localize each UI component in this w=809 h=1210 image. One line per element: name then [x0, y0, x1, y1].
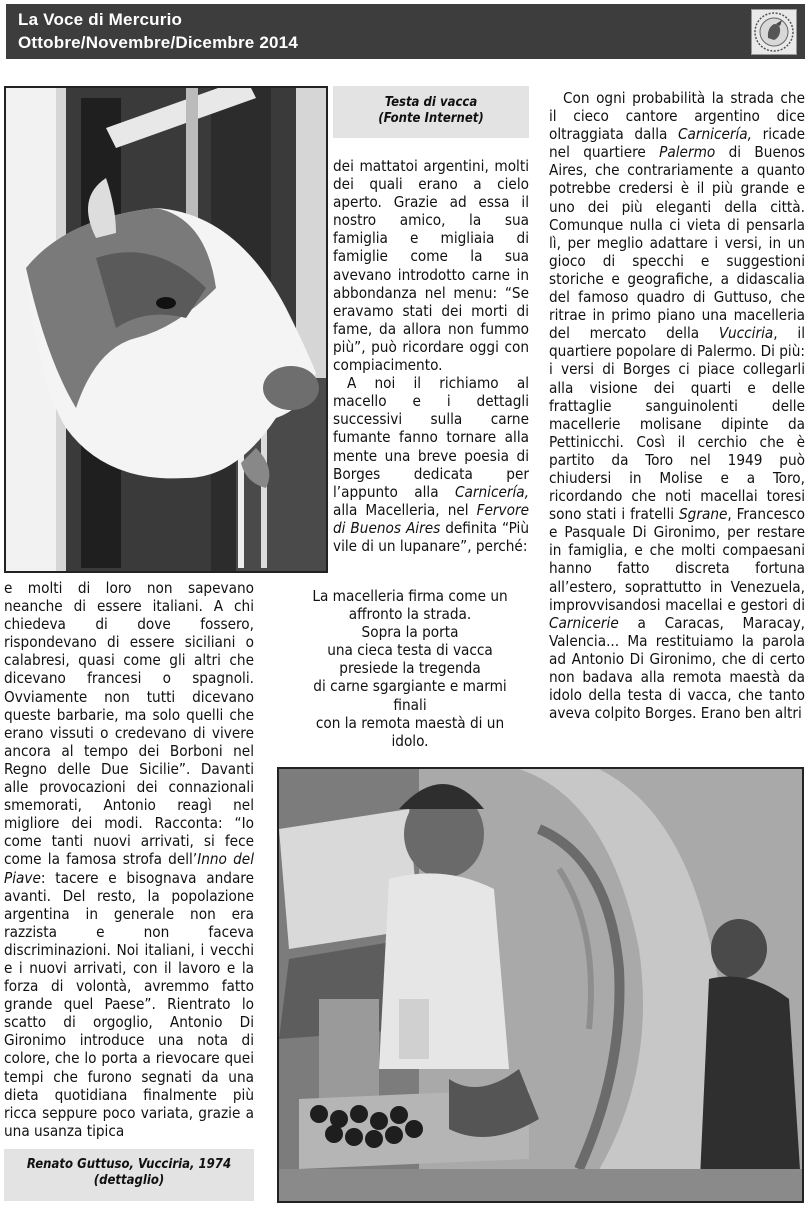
paragraph: dei mattatoi argentini, molti dei quali erano a cielo aperto. Grazie ad essa il nostro amico, la sua famiglia e migliaia di famiglie come la sua avevano introdotto carne in abbondanza nel menu: “Se eravamo stati dei morti di fame, da allora non fummo più”, può ricordare oggi con compiacimento. — [333, 157, 529, 375]
issue-date: Ottobre/Novembre/Dicembre 2014 — [18, 33, 298, 52]
caption-detail: (dettaglio) — [93, 1173, 165, 1188]
column-middle — [333, 157, 529, 555]
caption-title: Renato Guttuso, Vucciria, 1974 — [26, 1157, 232, 1172]
column-right — [549, 89, 805, 722]
page-header — [6, 4, 805, 59]
poem-line: finali — [393, 695, 427, 714]
vucciria-painting — [277, 767, 804, 1203]
caption-title: Testa di vacca — [384, 95, 478, 110]
top-image-caption — [333, 86, 529, 138]
paragraph: e molti di loro non sapevano neanche di essere italiani. A chi chiedeva di dove fossero, rispondevano di essere siciliani o calabresi, quasi come gli altri che dicevano francesi o spagnoli. Ovviamente non tutti dicevano queste barbarie, ma solo quelli che erano vissuti o credevano di vivere ancora al tempo dei Borboni nel Regno delle Due Sicilie”. Davanti alle provocazioni dei connazionali smemorati, Antonio reagì nel migliore dei modi. Racconta: “Io come tanti nuovi arrivati, si fece come la famosa strofa dell’Inno del Piave: tacere e bisognava andare avanti. Del resto, la popolazione argentina in generale non era razzista e non faceva discriminazioni. Noi italiani, i vecchi e i nuovi arrivati, con il lavoro e la forza di volontà, avremmo fatto grande quel Paese”. Rientrato lo scatto di orgoglio, Antonio Di Gironimo introduce una nota di colore, che lo porta a rievocare quei tempi che furono segnati da una dieta quotidiana finalmente più ricca seppure poco variata, grazie a una usanza tipica — [4, 579, 254, 1140]
bottom-image-caption — [4, 1149, 254, 1201]
paragraph: A noi il richiamo al macello e i dettagli successivi sulla carne fumante fanno tornare alla mente una breve poesia di Borges dedicata per l’appunto alla Carnicería, alla Macelleria, nel Fervore di Buenos Aires definita “Più vile di un lupanare”, perché: — [333, 374, 529, 555]
borges-poem — [292, 587, 528, 750]
poem-line: con la remota maestà di un — [315, 713, 505, 732]
poem-line: una cieca testa di vacca — [327, 641, 493, 660]
column-left — [4, 579, 254, 1140]
poem-line: idolo. — [391, 731, 429, 750]
poem-line: presiede la tregenda — [339, 659, 481, 678]
mercury-head-seal-icon — [751, 9, 797, 55]
publication-title: La Voce di Mercurio — [18, 10, 183, 29]
poem-line: affronto la strada. — [348, 605, 472, 624]
cow-head-photo — [4, 86, 328, 573]
caption-source: (Fonte Internet) — [378, 111, 484, 126]
poem-line: di carne sgargiante e marmi — [313, 677, 507, 696]
paragraph: Con ogni probabilità la strada che il cieco cantore argentino dice oltraggiata dalla Carnicería, ricade nel quartiere Palermo di Buenos Aires, che contrariamente a quanto potrebbe credersi è il più grande e uno dei più eleganti della città. Comunque nulla ci vieta di pensarla lì, per meglio adattare i versi, in un gioco di specchi e suggestioni storiche e geografiche, a didascalia del famoso quadro di Guttuso, che ritrae in primo piano una macelleria del mercato della Vucciria, il quartiere popolare di Palermo. Di più: i versi di Borges ci piace collegarli alla visione dei quarti e delle frattaglie sanguinolenti delle macellerie molisane dipinte da Pettinicchi. Così il cerchio che è partito da Toro nel 1949 può chiudersi in Molise e a Toro, ricordando che noti macellai toresi sono stati i fratelli Sgrane, Francesco e Pasquale Di Gironimo, per restare in famiglia, e che molti compaesani hanno fatto discreta fortuna all’estero, soprattutto in Venezuela, improvvisandosi macellai e gestori di Carnicerie a Caracas, Maracay, Valencia... Ma restituiamo la parola ad Antonio Di Gironimo, che di certo non badava alla remota maestà da idolo della testa di vacca, che tanto aveva colpito Borges. Erano ben altri — [549, 89, 805, 723]
poem-line: La macelleria firma come un — [312, 587, 508, 605]
poem-line: Sopra la porta — [361, 623, 459, 642]
